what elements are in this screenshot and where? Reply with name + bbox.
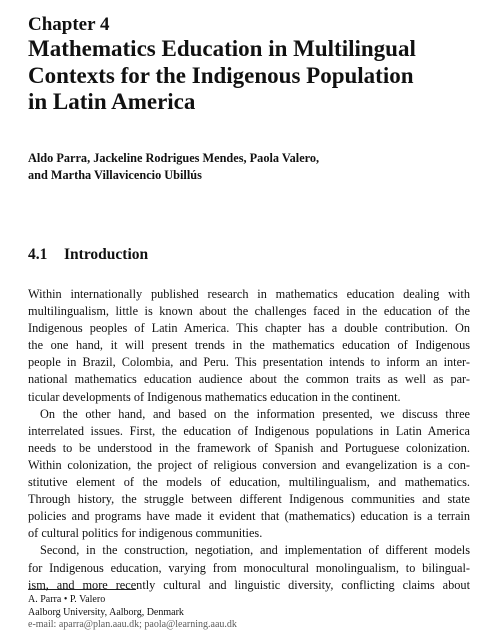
footnote-affiliation: Aalborg University, Aalborg, Denmark — [28, 606, 184, 618]
body-line: ticular developments of Indigenous mathematics education in the continent. — [28, 389, 401, 404]
body-line: Through history, the struggle between different Indigenous communities and state — [28, 492, 470, 507]
body-line: Within internationally published research in mathematics education dealing with — [28, 287, 470, 301]
section-number: 4.1 — [28, 246, 48, 263]
chapter-title-line: Contexts for the Indigenous Population — [28, 62, 414, 88]
footnote-names: A. Parra • P. Valero — [28, 594, 106, 605]
body-line: Within colonization, the project of religious conversion and evangelization is a con- — [28, 457, 470, 472]
body-line: for Indigenous education, varying from monocultural monolingualism, to bilingual- — [28, 560, 470, 575]
chapter-title-line: Mathematics Education in Multilingual — [28, 36, 416, 61]
author-line: Aldo Parra, Jackeline Rodrigues Mendes, Paola Valero, — [28, 151, 320, 165]
footnote-divider — [28, 589, 136, 590]
body-line: On the other hand, and based on the information presented, we discuss three — [40, 406, 470, 421]
body-line: interrelated issues. First, the education of Indigenous populations in Latin America — [28, 423, 470, 438]
body-line: of cultural politics for indigenous communities. — [28, 526, 263, 541]
footnote-email: e-mail: aparra@plan.aau.dk; paola@learning.aau.dk — [28, 619, 237, 630]
author-list — [28, 150, 319, 184]
chapter-title — [28, 36, 470, 116]
chapter-title-line: in Latin America — [28, 89, 196, 114]
body-line: needs to be understood in the framework of Spanish and Portuguese colonization. — [28, 440, 470, 455]
body-text — [28, 286, 470, 594]
body-line: multilingualism, little is known about the challenges faced in the education of the — [28, 304, 470, 319]
body-line: Indigenous peoples of Latin America. This chapter has a double contribution. On — [28, 321, 470, 336]
chapter-label: Chapter 4 — [28, 14, 110, 35]
book-page — [28, 0, 470, 630]
body-line: ism, and more recently cultural and linguistic diversity, conflicting claims about — [28, 577, 470, 592]
body-line: policies and programs have made it evident that (mathematics) education is a terrain — [28, 509, 470, 524]
body-line: national mathematics education audience about the common traits as well as par- — [28, 372, 470, 387]
body-line: Second, in the construction, negotiation, and implementation of different models — [40, 543, 470, 558]
body-line: stitutive element of the models of education, multilingualism, and mathematics. — [28, 475, 470, 490]
section-heading — [28, 245, 148, 265]
author-line: and Martha Villavicencio Ubillús — [28, 168, 202, 182]
section-title: Introduction — [64, 246, 149, 263]
body-line: people in Brazil, Colombia, and Peru. This presentation intends to inform an inter- — [28, 355, 470, 370]
body-line: the one hand, it will present trends in the mathematics education of Indigenous — [28, 338, 470, 353]
